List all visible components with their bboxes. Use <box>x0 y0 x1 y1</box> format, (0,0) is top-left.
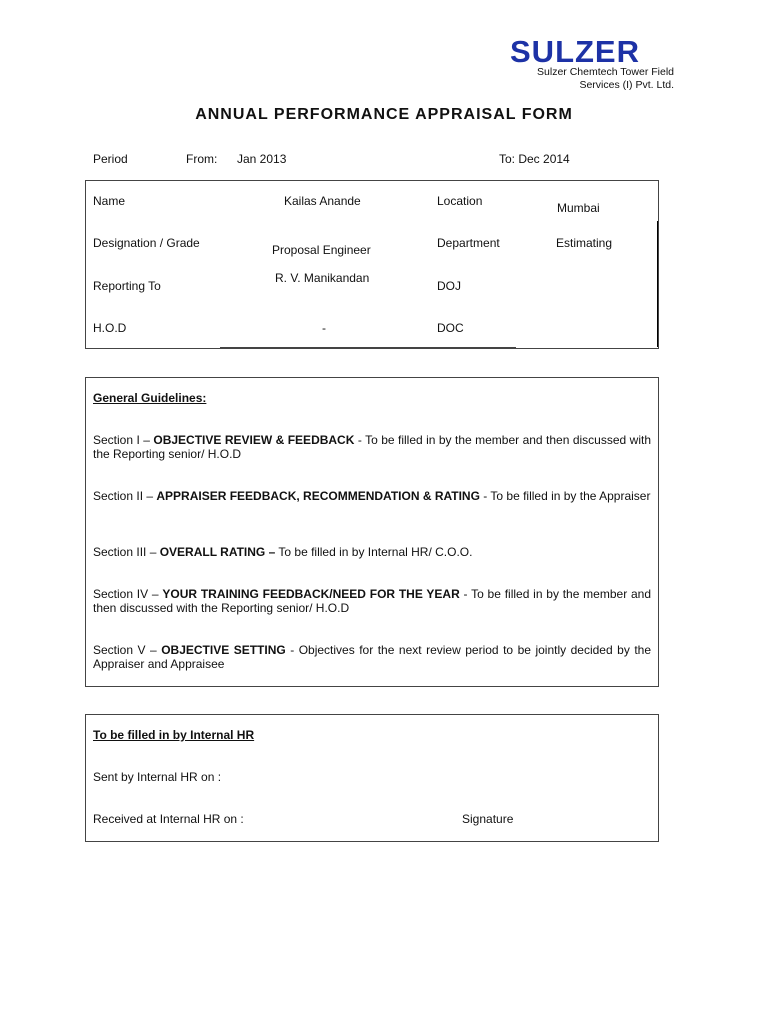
sulzer-logo: SULZER <box>510 34 640 69</box>
guideline-prefix: Section III – <box>93 545 160 559</box>
guideline-section-2 <box>93 489 651 503</box>
guideline-section-4 <box>93 587 651 615</box>
guideline-text: - To be filled in by the member and then discussed with the Reporting senior/ H.O.D <box>93 587 651 615</box>
guidelines-box <box>85 377 659 687</box>
guideline-title: OBJECTIVE REVIEW & FEEDBACK <box>153 433 355 447</box>
guideline-section-1 <box>93 433 651 461</box>
guideline-title: OVERALL RATING – <box>159 545 276 559</box>
hod-value: - <box>322 321 326 335</box>
guideline-title: APPRAISER FEEDBACK, RECOMMENDATION & RATING <box>156 489 480 503</box>
guideline-text: - To be filled in by the Appraiser <box>479 489 651 503</box>
signature-label: Signature <box>462 812 514 826</box>
hod-label: H.O.D <box>93 321 127 335</box>
location-label: Location <box>437 194 483 208</box>
guideline-text: - To be filled in by the member and then discussed with the Reporting senior/ H.O.D <box>93 433 651 461</box>
divider <box>220 347 516 348</box>
company-line-1: Sulzer Chemtech Tower Field <box>537 66 674 78</box>
guideline-section-5 <box>93 643 651 671</box>
period-from-value: Jan 2013 <box>237 152 287 166</box>
guideline-title: YOUR TRAINING FEEDBACK/NEED FOR THE YEAR <box>162 587 460 601</box>
company-name <box>537 66 674 92</box>
reporting-value: R. V. Manikandan <box>275 271 370 285</box>
department-value: Estimating <box>556 236 613 250</box>
guideline-prefix: Section II – <box>93 489 157 503</box>
doc-label: DOC <box>437 321 464 335</box>
received-at-hr-label: Received at Internal HR on : <box>93 812 244 826</box>
sent-by-hr-label: Sent by Internal HR on : <box>93 770 222 784</box>
guideline-section-3 <box>93 545 651 559</box>
guideline-title: OBJECTIVE SETTING <box>161 643 286 657</box>
period-to: To: Dec 2014 <box>499 152 570 166</box>
name-value: Kailas Anande <box>284 194 361 208</box>
designation-value: Proposal Engineer <box>272 243 371 257</box>
guideline-prefix: Section I – <box>93 433 154 447</box>
internal-hr-heading: To be filled in by Internal HR <box>93 728 255 742</box>
guidelines-heading: General Guidelines: <box>93 391 207 405</box>
doj-label: DOJ <box>437 279 461 293</box>
company-line-2: Services (I) Pvt. Ltd. <box>579 79 674 91</box>
form-title: ANNUAL PERFORMANCE APPRAISAL FORM <box>195 106 573 123</box>
divider <box>657 221 658 347</box>
period-label: Period <box>93 152 128 166</box>
guideline-text: - Objectives for the next review period to be jointly decided by the Appraiser and Appraisee <box>93 643 651 671</box>
guideline-prefix: Section IV – <box>93 587 163 601</box>
name-label: Name <box>93 194 126 208</box>
guideline-text: To be filled in by Internal HR/ C.O.O. <box>275 545 473 559</box>
guideline-prefix: Section V – <box>93 643 162 657</box>
reporting-label: Reporting To <box>93 279 161 293</box>
location-value: Mumbai <box>557 201 600 215</box>
period-from-label: From: <box>186 152 218 166</box>
department-label: Department <box>437 236 500 250</box>
designation-label: Designation / Grade <box>93 236 200 250</box>
